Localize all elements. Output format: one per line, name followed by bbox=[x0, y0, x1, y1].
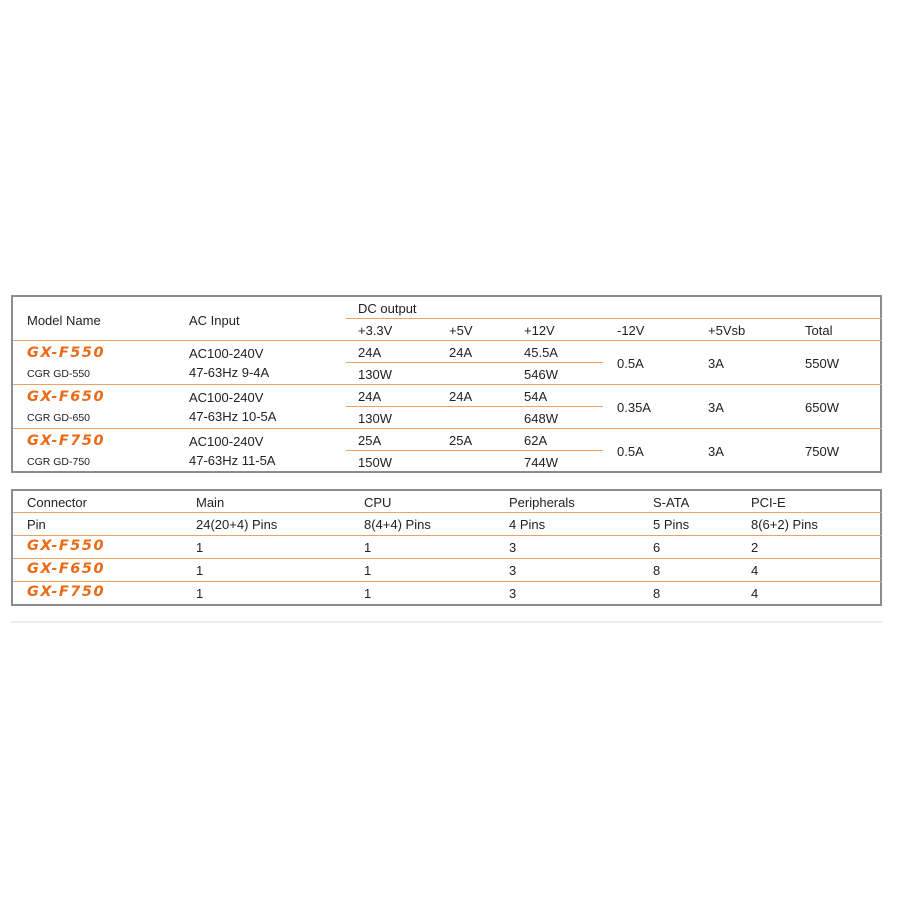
conn-row-main: 1 bbox=[196, 540, 204, 555]
row-combined-watt: 150W bbox=[358, 455, 392, 470]
header-5vsb: +5Vsb bbox=[708, 323, 746, 338]
row-combined-watt: 130W bbox=[358, 411, 392, 426]
conn-row-cpu: 1 bbox=[364, 586, 372, 601]
row-ac-input-voltage: AC100-240V bbox=[189, 390, 264, 405]
row-neg12v-current: 0.5A bbox=[617, 444, 644, 459]
row-3-3v-current: 24A bbox=[358, 389, 382, 404]
row-12v-current: 45.5A bbox=[524, 345, 558, 360]
row-divider bbox=[13, 384, 882, 385]
header-divider bbox=[13, 340, 882, 341]
row-inner-divider bbox=[346, 450, 603, 451]
conn-divider bbox=[13, 535, 882, 536]
header-12v: +12V bbox=[524, 323, 555, 338]
conn-row-peripherals: 3 bbox=[509, 540, 517, 555]
conn-row-model: GX-F550 bbox=[27, 538, 106, 554]
row-5vsb-current: 3A bbox=[708, 356, 724, 371]
conn-divider bbox=[13, 581, 882, 582]
row-model-name: GX-F750 bbox=[27, 433, 106, 449]
row-12v-watt: 744W bbox=[524, 455, 558, 470]
header-dc-output: DC output bbox=[358, 301, 417, 316]
header-5v: +5V bbox=[449, 323, 473, 338]
conn-row-pcie: 2 bbox=[751, 540, 759, 555]
row-12v-current: 54A bbox=[524, 389, 548, 404]
conn-pin-sata: 5 Pins bbox=[653, 517, 690, 532]
conn-header-connector: Connector bbox=[27, 495, 87, 510]
row-5v-current: 24A bbox=[449, 389, 473, 404]
row-5v-current: 24A bbox=[449, 345, 473, 360]
conn-row-main: 1 bbox=[196, 563, 204, 578]
conn-header-pcie: PCI-E bbox=[751, 495, 786, 510]
row-5vsb-current: 3A bbox=[708, 444, 724, 459]
header-model-name: Model Name bbox=[27, 313, 101, 328]
conn-pin-pcie: 8(6+2) Pins bbox=[751, 517, 818, 532]
conn-header-peripherals: Peripherals bbox=[509, 495, 575, 510]
conn-row-cpu: 1 bbox=[364, 540, 372, 555]
row-12v-watt: 546W bbox=[524, 367, 558, 382]
row-neg12v-current: 0.35A bbox=[617, 400, 651, 415]
conn-divider bbox=[13, 512, 882, 513]
row-total-watt: 650W bbox=[805, 400, 839, 415]
conn-row-pcie: 4 bbox=[751, 563, 759, 578]
conn-row-model: GX-F750 bbox=[27, 584, 106, 600]
header-ac-input: AC Input bbox=[189, 313, 240, 328]
footer-separator bbox=[11, 621, 882, 623]
conn-header-cpu: CPU bbox=[364, 495, 392, 510]
conn-row-pcie: 4 bbox=[751, 586, 759, 601]
row-ac-input-frequency: 47-63Hz 9-4A bbox=[189, 365, 270, 380]
row-model-code: CGR GD-650 bbox=[27, 412, 91, 424]
row-ac-input-voltage: AC100-240V bbox=[189, 434, 264, 449]
psu-spec-table bbox=[11, 295, 882, 473]
conn-pin-peripherals: 4 Pins bbox=[509, 517, 546, 532]
row-ac-input-frequency: 47-63Hz 10-5A bbox=[189, 409, 277, 424]
connector-table bbox=[11, 489, 882, 606]
row-total-watt: 550W bbox=[805, 356, 839, 371]
conn-pin-label: Pin bbox=[27, 517, 46, 532]
row-12v-current: 62A bbox=[524, 433, 548, 448]
row-model-code: CGR GD-750 bbox=[27, 456, 91, 468]
conn-row-cpu: 1 bbox=[364, 563, 372, 578]
conn-row-main: 1 bbox=[196, 586, 204, 601]
row-3-3v-current: 25A bbox=[358, 433, 382, 448]
row-ac-input-frequency: 47-63Hz 11-5A bbox=[189, 453, 276, 468]
conn-row-peripherals: 3 bbox=[509, 563, 517, 578]
row-divider bbox=[13, 428, 882, 429]
row-inner-divider bbox=[346, 406, 603, 407]
row-ac-input-voltage: AC100-240V bbox=[189, 346, 264, 361]
header-neg12v: -12V bbox=[617, 323, 645, 338]
row-model-code: CGR GD-550 bbox=[27, 368, 91, 380]
row-model-name: GX-F550 bbox=[27, 345, 106, 361]
conn-pin-main: 24(20+4) Pins bbox=[196, 517, 278, 532]
header-3-3v: +3.3V bbox=[358, 323, 393, 338]
row-12v-watt: 648W bbox=[524, 411, 558, 426]
conn-row-peripherals: 3 bbox=[509, 586, 517, 601]
conn-pin-cpu: 8(4+4) Pins bbox=[364, 517, 431, 532]
conn-row-sata: 8 bbox=[653, 563, 661, 578]
conn-header-main: Main bbox=[196, 495, 225, 510]
conn-row-sata: 8 bbox=[653, 586, 661, 601]
row-neg12v-current: 0.5A bbox=[617, 356, 644, 371]
row-model-name: GX-F650 bbox=[27, 389, 106, 405]
row-inner-divider bbox=[346, 362, 603, 363]
header-total: Total bbox=[805, 323, 833, 338]
conn-row-sata: 6 bbox=[653, 540, 661, 555]
row-5v-current: 25A bbox=[449, 433, 473, 448]
row-5vsb-current: 3A bbox=[708, 400, 724, 415]
row-3-3v-current: 24A bbox=[358, 345, 382, 360]
row-total-watt: 750W bbox=[805, 444, 839, 459]
conn-divider bbox=[13, 558, 882, 559]
conn-row-model: GX-F650 bbox=[27, 561, 106, 577]
dc-output-divider bbox=[346, 318, 882, 319]
conn-header-sata: S-ATA bbox=[653, 495, 690, 510]
row-combined-watt: 130W bbox=[358, 367, 392, 382]
